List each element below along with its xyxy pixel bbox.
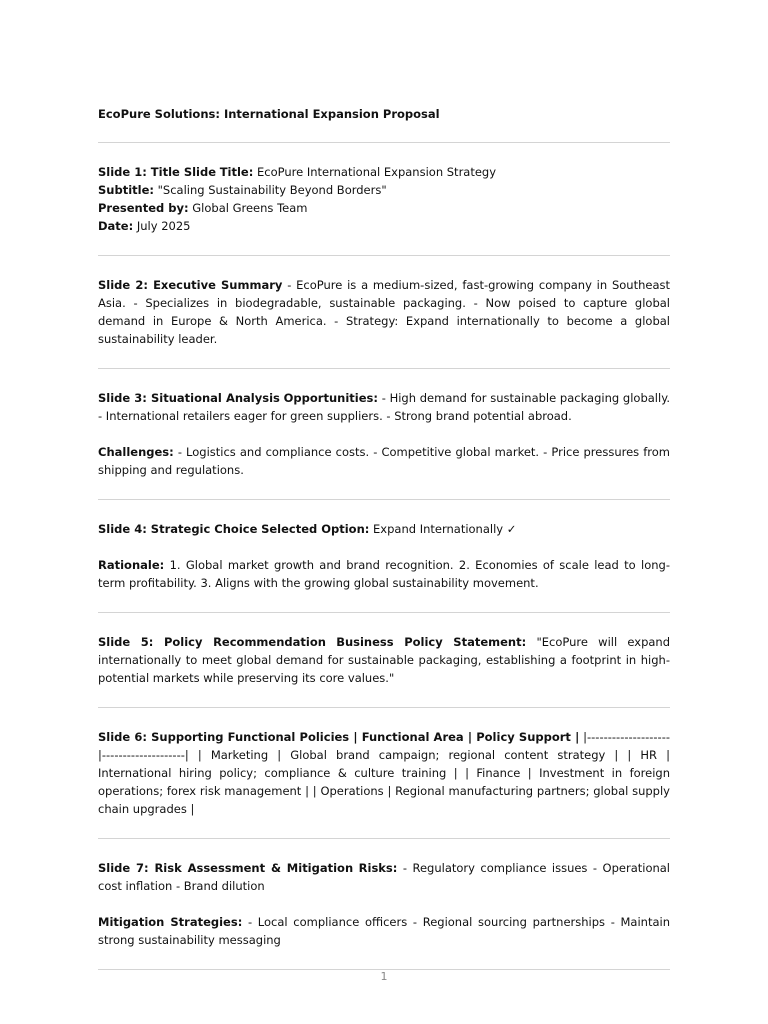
slide-5-paragraph (98, 633, 670, 687)
slide-4-rationale-text: 1. Global market growth and brand recognition. 2. Economies of scale lead to long-term profitability. 3. Aligns with the growing global sustainability movement. (98, 558, 670, 590)
slide-7-section (98, 839, 670, 969)
slide-1-section (98, 143, 670, 255)
slide-3-opportunities-text: - High demand for sustainable packaging globally. - International retailers eager for green suppliers. - Strong brand potential abroad. (98, 391, 671, 423)
slide-5-heading: Slide 5: Policy Recommendation (98, 635, 326, 649)
slide-5-statement-label: Business Policy Statement: (336, 635, 527, 649)
slide-1-date-label: Date: (98, 219, 134, 233)
slide-4-selected-paragraph (98, 520, 670, 538)
slide-4-heading: Slide 4: Strategic Choice (98, 522, 258, 536)
document-page (98, 105, 670, 970)
slide-5-section (98, 613, 670, 707)
slide-1-heading: Slide 1: Title Slide (98, 165, 217, 179)
slide-4-selected-label: Selected Option: (261, 522, 370, 536)
slide-1-subtitle-value: "Scaling Sustainability Beyond Borders" (157, 183, 387, 197)
slide-7-risks-text: - Regulatory compliance issues - Operational cost inflation - Brand dilution (98, 861, 671, 893)
slide-2-section (98, 256, 670, 368)
slide-6-section (98, 708, 670, 838)
slide-3-section (98, 369, 670, 499)
slide-1-subtitle-label: Subtitle: (98, 183, 154, 197)
slide-2-heading: Slide 2: Executive Summary (98, 278, 283, 292)
slide-1-title-line (98, 163, 670, 181)
slide-3-opportunities-paragraph (98, 389, 670, 425)
slide-1-title-label: Title: (219, 165, 254, 179)
slide-7-risks-paragraph (98, 859, 670, 895)
slide-1-date-value: July 2025 (136, 219, 191, 233)
slide-4-selected-value: Expand Internationally ✓ (373, 522, 517, 536)
slide-4-rationale-paragraph (98, 556, 670, 592)
slide-4-section (98, 500, 670, 612)
document-title: EcoPure Solutions: International Expansion Proposal (98, 107, 440, 121)
slide-1-presented-label: Presented by: (98, 201, 189, 215)
page-number: 1 (380, 970, 388, 983)
slide-1-presented-line (98, 199, 670, 217)
slide-3-heading: Slide 3: Situational Analysis (98, 391, 280, 405)
slide-1-date-line (98, 217, 670, 235)
slide-2-paragraph (98, 276, 670, 348)
slide-6-heading: Slide 6: Supporting Functional Policies | Functional Area | Policy Support | (98, 730, 580, 744)
slide-1-title-value: EcoPure International Expansion Strategy (256, 165, 497, 179)
slide-7-mitigation-text: - Local compliance officers - Regional sourcing partnerships - Maintain strong sustainability messaging (98, 915, 671, 947)
slide-6-paragraph (98, 728, 670, 818)
slide-3-challenges-label: Challenges: (98, 445, 174, 459)
slide-6-table-text: |--------------------|--------------------| | Marketing | Global brand campaign; regional content strategy | | HR | International hiring policy; compliance & culture training | | Finance | Investment in foreign operations; forex risk management | | Operations | Regional manufacturing partners; global supply chain upgrades | (98, 730, 670, 816)
slide-1-presented-value: Global Greens Team (192, 201, 308, 215)
slide-3-opportunities-label: Opportunities: (283, 391, 378, 405)
slide-7-heading: Slide 7: Risk Assessment & Mitigation (98, 861, 354, 875)
slide-5-statement-text: "EcoPure will expand internationally to meet global demand for sustainable packaging, establishing a footprint in high-potential markets while preserving its core values." (98, 635, 671, 685)
slide-7-mitigation-label: Mitigation Strategies: (98, 915, 243, 929)
slide-3-challenges-paragraph (98, 443, 670, 479)
slide-3-challenges-text: - Logistics and compliance costs. - Competitive global market. - Price pressures from shipping and regulations. (98, 445, 670, 477)
slide-4-rationale-label: Rationale: (98, 558, 165, 572)
slide-2-text: - EcoPure is a medium-sized, fast-growing company in Southeast Asia. - Specializes in biodegradable, sustainable packaging. - Now poised to capture global demand in Europe & North America. - Strategy: Expand internationally to become a global sustainability leader. (98, 278, 670, 346)
slide-1-subtitle-line (98, 181, 670, 199)
slide-7-risks-label: Risks: (358, 861, 398, 875)
slide-7-mitigation-paragraph (98, 913, 670, 949)
